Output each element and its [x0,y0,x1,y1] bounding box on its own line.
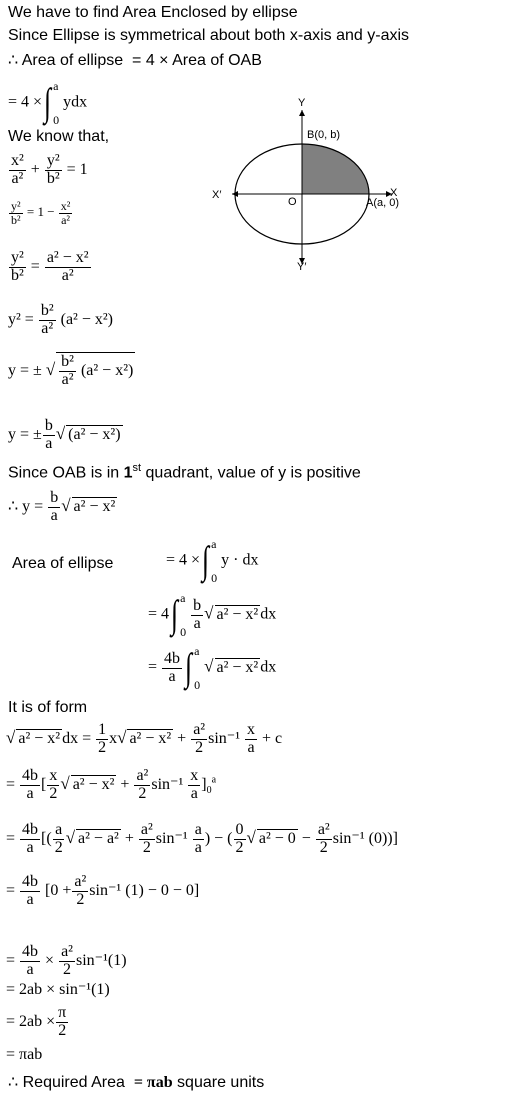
y-axis-arrow-up [299,110,305,116]
eq-3: $\frac{\text{y²}}{\text{b²}}$ = $\frac{\text{a² − x²}}{\text{a²}}$ [11,249,89,284]
label-y-neg: Y′ [297,261,307,273]
line-3: ∴ Area of ellipse = 4 × Area of OAB [8,52,262,69]
label-origin: O [288,196,297,208]
area-eq-2: = 4∫ a 0 $\frac{b}{a}$ √ a² − x² dx [148,591,277,639]
shaded-quadrant [302,144,369,194]
eq-6: y = ± $\frac{b}{a}$ √ (a² − x²) [8,417,121,452]
standard-form: √ a² − x² dx = $\frac{1}{2}$ x√ a² − x² + $\frac{\text{a²}}{2}$ sin⁻¹ $\frac{x}{a}$ + c [6,721,283,756]
label-x-neg: X′ [212,189,222,201]
step-3: = $\frac{4b}{a}$ [0 + $\frac{\text{a²}}{2}$ sin⁻¹ (1) − 0 − 0] [6,873,200,908]
eq-4: y² = $\frac{\text{b²}}{\text{a²}}$ (a² − x²) [8,302,113,337]
sentence-quadrant: Since OAB is in 1st quadrant, value of y is positive [8,462,361,482]
area-eq-1: = 4 ×∫ a 0 y · dx [166,537,259,585]
eq-4-times-integral: = 4 ×∫ a 0 ydx [8,79,88,127]
step-5: = 2ab × sin⁻¹(1) [6,981,110,998]
eq-y-positive: ∴ y = $\frac{b}{a}$ √ a² − x² [8,489,116,524]
area-eq-3: = $\frac{4b}{a}$ ∫ a 0 √ a² − x² dx [148,644,277,692]
label-b: B(0, b) [307,129,341,141]
label-a: A(a, 0) [366,197,400,209]
final-answer: ∴ Required Area = πab square units [8,1074,265,1091]
line-2: Since Ellipse is symmetrical about both x-axis and y-axis [8,27,410,44]
we-know-that: We know that, [8,128,110,145]
step-7: = πab [6,1046,43,1063]
area-label: Area of ellipse [12,555,114,572]
ellipse-diagram [212,92,418,273]
eq-5: y = ± √ $\frac{\text{b²}}{\text{a²}}$ (a² − x²) [8,353,134,388]
step-4: = $\frac{4b}{a}$ × $\frac{\text{a²}}{2}$ sin⁻¹(1) [6,943,127,978]
eq-ellipse: $\frac{\text{x²}}{\text{a²}}$ + $\frac{\text{y²}}{\text{b²}}$ = 1 [11,152,88,187]
it-is-of-form: It is of form [8,699,88,716]
eq-2: $\frac{\text{y²}}{\text{b²}}$ = 1 − $\frac{\text{x²}}{\text{a²}}$ [11,199,71,227]
label-y: Y [298,97,306,109]
step-1: = $\frac{4b}{a}$ [ $\frac{x}{2}$ √ a² − x² + $\frac{\text{a²}}{2}$ sin⁻¹ $\frac{x}{a}$ ]$_0^a$ [6,767,217,802]
label-x: X [390,187,398,199]
step-2: = $\frac{4b}{a}$ [( $\frac{a}{2}$ √ a² − a² + $\frac{\text{a²}}{2}$ sin⁻¹ $\frac{a}{a}$ ) − ( $\frac{0}{2}$ √ a² − 0 − $\frac{\text{a²}}{2}$ sin⁻¹ (0))] [6,821,398,856]
line-1: We have to find Area Enclosed by ellipse [8,4,298,21]
step-6: = 2ab × $\frac{\pi}{2}$ [6,1004,67,1039]
